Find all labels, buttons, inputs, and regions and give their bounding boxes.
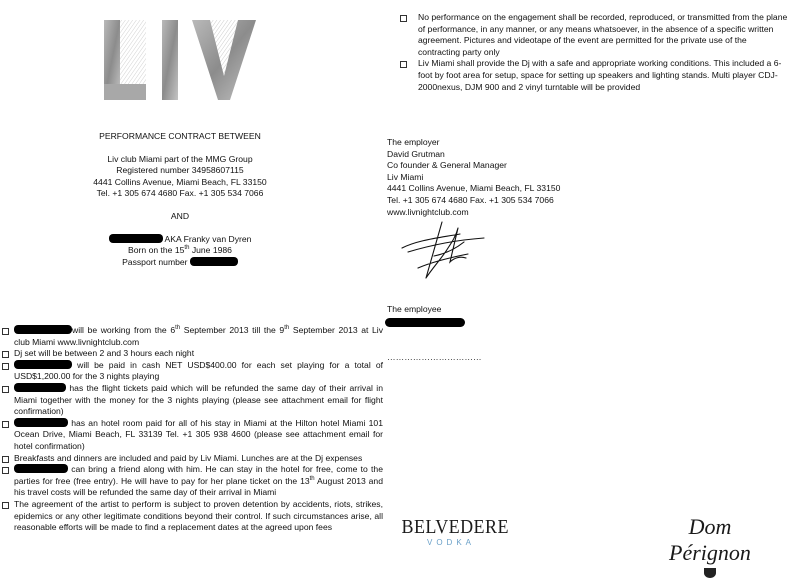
checkbox-bullet-icon: [400, 61, 407, 68]
artist-birth: Born on the 15th June 1986: [128, 245, 232, 256]
employer-venue: Liv Miami: [387, 171, 424, 182]
artist-aka: AKA Franky van Dyren: [164, 233, 252, 244]
checkbox-bullet-icon: [2, 502, 9, 509]
clause-7: can bring a friend along with him. He can stay in the hotel for free, come to the parties for free (free entry). He will have to pay for her plane ticket on the 13th August 2013 and his travel costs will be refunded the same day of their arrival in Miami: [2, 464, 383, 499]
club-address: 4441 Collins Avenue, Miami Beach, FL 33150: [93, 176, 267, 187]
vodka-wordmark: VODKA: [426, 538, 475, 547]
checkbox-bullet-icon: [2, 363, 9, 370]
dom-perignon-logo: [648, 514, 772, 584]
redaction-mark: [14, 325, 72, 334]
redaction-mark: [14, 383, 66, 392]
passport-label: Passport number: [122, 256, 188, 267]
checkbox-bullet-icon: [2, 386, 9, 393]
clause-right-2: Liv Miami shall provide the Dj with a safe and appropriate working conditions. This included a 6-foot by foot area for setup, space for setting up speakers and lighting stands. Multi player CDJ-2000nexus, DJM 900 and 2 vinyl turntable will be provided: [398, 58, 788, 93]
checkbox-bullet-icon: [2, 328, 9, 335]
liv-logo: [100, 14, 258, 106]
clause-2: Dj set will be between 2 and 3 hours each night: [2, 348, 383, 360]
employer-heading: The employer: [387, 137, 440, 147]
shield-icon: [703, 567, 717, 579]
checkbox-bullet-icon: [2, 421, 9, 428]
clauses-list: [2, 325, 383, 534]
employee-signature-line: ……………………………: [387, 352, 482, 362]
clause-6: Breakfasts and dinners are included and paid by Liv Miami. Lunches are at the Dj expenses: [2, 453, 383, 465]
redaction-mark: [385, 318, 465, 327]
checkbox-bullet-icon: [2, 467, 9, 474]
checkbox-bullet-icon: [2, 351, 9, 358]
redaction-mark: [14, 360, 72, 369]
belvedere-logo: [396, 516, 509, 548]
clause-3: will be paid in cash NET USD$400.00 for each set playing for a total of USD$1,200.00 for the 3 nights playing: [2, 360, 383, 383]
redaction-mark: [109, 234, 163, 243]
redaction-mark: [14, 418, 68, 427]
clause-4: has the flight tickets paid which will be refunded the same day of their arrival in Miami together with the money for the 3 nights playing (please see attachment email for flight confirmation): [2, 383, 383, 418]
dom-perignon-wordmark: Dom Pérignon: [669, 514, 751, 565]
right-clauses: [398, 12, 788, 93]
redaction-mark: [190, 257, 238, 266]
registered-number: Registered number 34958607115: [116, 165, 244, 176]
checkbox-bullet-icon: [2, 456, 9, 463]
employer-website: www.livnightclub.com: [387, 206, 469, 217]
clause-5: has an hotel room paid for all of his stay in Miami at the Hilton hotel Miami 101 Ocean Drive, Miami Beach, FL 33139 Tel. +1 305 938 4600 (please see attachment email for hotel confirmation): [2, 418, 383, 453]
contract-title: PERFORMANCE CONTRACT BETWEEN: [99, 131, 261, 141]
employer-name: David Grutman: [387, 148, 445, 159]
employer-block: [387, 137, 617, 218]
artist-aka-line: [60, 234, 300, 246]
employer-address: 4441 Collins Avenue, Miami Beach, FL 33150: [387, 183, 561, 194]
employee-heading: The employee: [387, 304, 442, 314]
employer-role: Co founder & General Manager: [387, 160, 507, 171]
left-header: [60, 131, 300, 268]
clause-right-1: No performance on the engagement shall be recorded, reproduced, or transmitted from the plane of performance, in any manner, or any means whatsoever, in the absence of a specific written agreement. Pictures and videotape of the event are permitted for the private use of the contracting party only: [398, 12, 788, 58]
signature: [398, 218, 488, 284]
clause-8: The agreement of the artist to perform is subject to proven detention by accidents, riots, strikes, epidemics or any other legitimate conditions beyond their control. If such circumstances arise, all reasonable efforts will be made to find a replacement dates at the agreed upon fees: [2, 499, 383, 534]
clause-1: will be working from the 6th September 2013 till the 9th September 2013 at Liv club Miami www.livnightclub.com: [2, 325, 383, 348]
checkbox-bullet-icon: [400, 15, 407, 22]
employer-phone: Tel. +1 305 674 4680 Fax. +1 305 534 7066: [387, 194, 554, 205]
club-line: Liv club Miami part of the MMG Group: [107, 153, 253, 164]
belvedere-wordmark: BELVEDERE: [401, 516, 509, 538]
passport-line: [60, 257, 300, 269]
and-separator: AND: [170, 210, 190, 221]
club-phone: Tel. +1 305 674 4680 Fax. +1 305 534 7066: [96, 188, 264, 199]
redaction-mark: [14, 464, 68, 473]
